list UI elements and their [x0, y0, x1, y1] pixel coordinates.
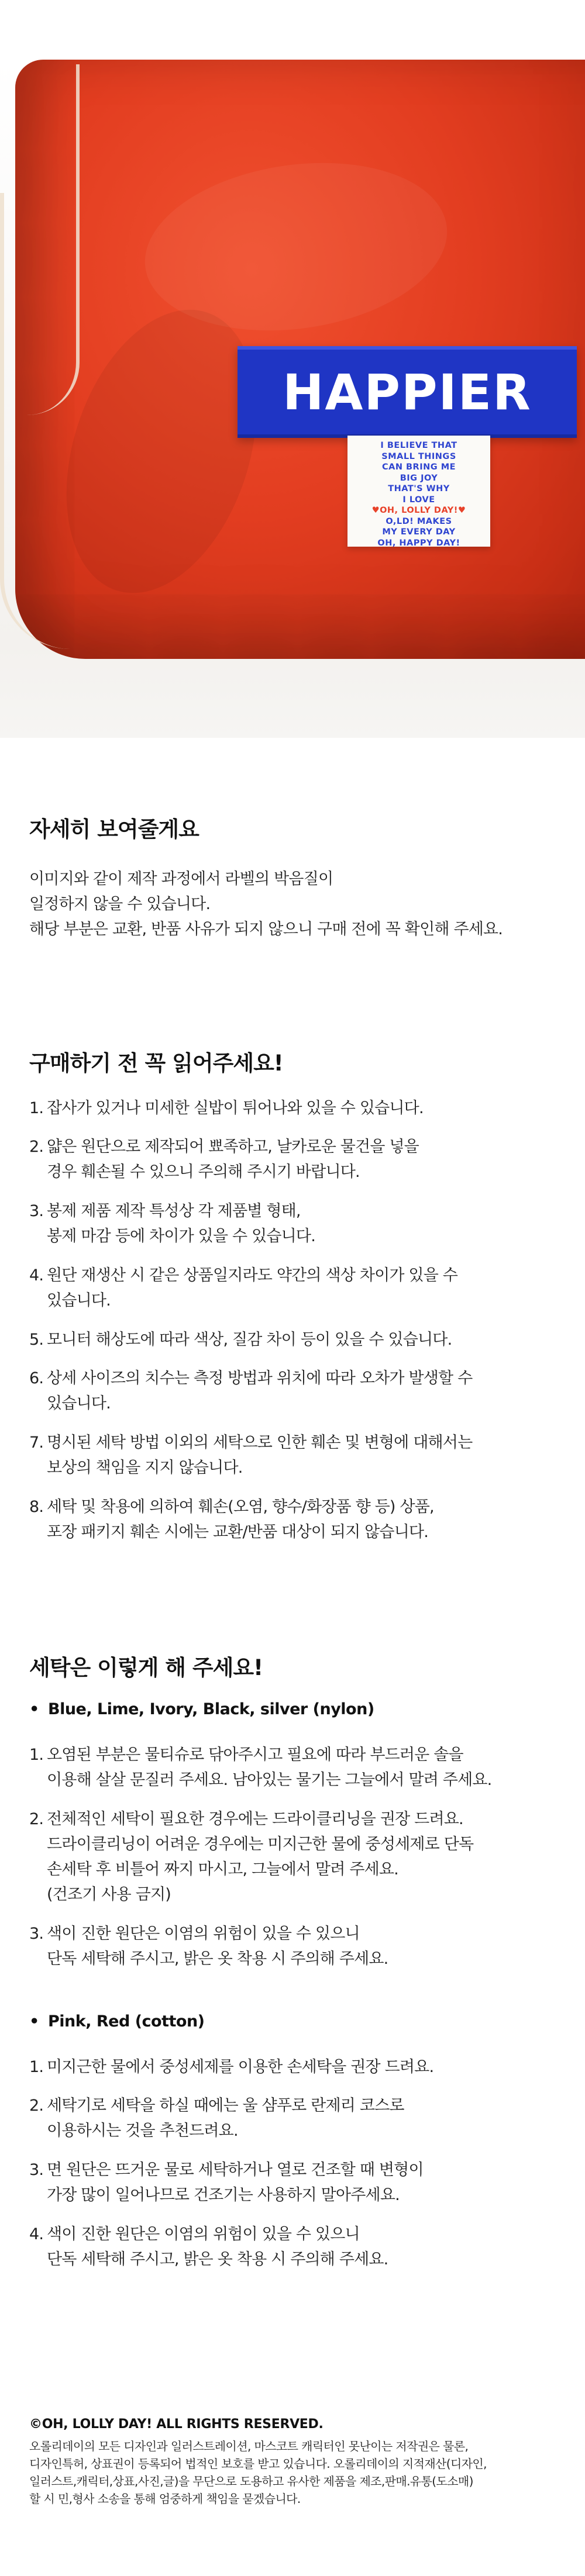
- washing-group-label: Pink, Red (cotton): [48, 2012, 205, 2031]
- item-text: 봉제 제품 제작 특성상 각 제품별 형태, 봉제 마감 등에 차이가 있을 수 있습니다.: [47, 1202, 315, 1245]
- tag-line: MY EVERY DAY: [382, 527, 456, 537]
- item-text: 세탁기로 세탁을 하실 때에는 울 샴푸로 란제리 코스로 이용하시는 것을 추천드려요.: [47, 2097, 404, 2140]
- item-text: 얇은 원단으로 제작되어 뾰족하고, 날카로운 물건을 넣을 경우 훼손될 수 있으니 주의해 주시기 바랍니다.: [47, 1138, 419, 1181]
- bullet: •: [29, 2012, 39, 2031]
- item-number: 7.: [29, 1434, 44, 1452]
- item-number: 3.: [29, 2161, 44, 2179]
- item-number: 2.: [29, 1810, 44, 1828]
- bullet: •: [29, 1700, 39, 1718]
- item-text: 면 원단은 뜨거운 물로 세탁하거나 열로 건조할 때 변형이 가장 많이 일어나므로 건조기는 사용하지 말아주세요.: [47, 2161, 424, 2204]
- detail-title: 자세히 보여줄게요: [29, 817, 199, 842]
- item-number: 4.: [29, 1266, 44, 1284]
- item-number: 2.: [29, 1138, 44, 1156]
- tag-line: O,LD! MAKES: [386, 516, 452, 526]
- item-number: 4.: [29, 2225, 44, 2243]
- tag-line: I LOVE: [402, 495, 435, 505]
- washing-group-cotton: [29, 2012, 205, 2031]
- item-number: 5.: [29, 1331, 44, 1349]
- item-text: 상세 사이즈의 치수는 측정 방법과 위치에 따라 오차가 발생할 수 있습니다.: [47, 1369, 473, 1413]
- item-number: 3.: [29, 1925, 44, 1943]
- item-text: 색이 진한 원단은 이염의 위험이 있을 수 있으니 단독 세탁해 주시고, 밝은 옷 착용 시 주의해 주세요.: [47, 1925, 388, 1968]
- washing-section: [29, 1650, 567, 2369]
- item-text: 잡사가 있거나 미세한 실밥이 튀어나와 있을 수 있습니다.: [47, 1099, 424, 1117]
- item-number: 1.: [29, 1746, 44, 1764]
- tag-line: I BELIEVE THAT: [380, 441, 457, 450]
- woven-tag: [347, 436, 490, 547]
- washing-title: 세탁은 이렇게 해 주세요!: [29, 1655, 263, 1680]
- before-purchase-title: 구매하기 전 꼭 읽어주세요!: [29, 1051, 283, 1076]
- product-photo: [0, 0, 585, 738]
- footer: [29, 2417, 567, 2508]
- happier-label: [238, 346, 577, 438]
- item-text: 명시된 세탁 방법 이외의 세탁으로 인한 훼손 및 변형에 대해서는 보상의 책임을 지지 않습니다.: [47, 1434, 473, 1477]
- tag-line: CAN BRING ME: [381, 462, 456, 472]
- item-number: 1.: [29, 2058, 44, 2076]
- item-text: 색이 진한 원단은 이염의 위험이 있을 수 있으니 단독 세탁해 주시고, 밝은 옷 착용 시 주의해 주세요.: [47, 2225, 388, 2268]
- washing-group-label: Blue, Lime, Ivory, Black, silver (nylon): [48, 1700, 374, 1718]
- drawstring-cord-back: [23, 64, 80, 415]
- tag-line: ♥OH, LOLLY DAY!♥: [371, 506, 466, 515]
- before-purchase-section: [29, 1045, 567, 1572]
- washing-group-nylon: [29, 1700, 374, 1718]
- item-text: 전체적인 세탁이 필요한 경우에는 드라이클리닝을 권장 드려요. 드라이클리닝이 어려운 경우에는 미지근한 물에 중성세제로 단독 손세탁 후 비틀어 짜지 마시고, 그늘에서 말려 주세요. (건조기 사용 금지): [47, 1810, 474, 1904]
- tag-line: BIG JOY: [400, 473, 438, 483]
- item-number: 2.: [29, 2097, 44, 2115]
- tag-line: THAT'S WHY: [388, 484, 450, 493]
- item-number: 8.: [29, 1498, 44, 1516]
- item-number: 6.: [29, 1369, 44, 1387]
- item-number: 3.: [29, 1202, 44, 1220]
- tag-line: SMALL THINGS: [381, 451, 456, 461]
- item-text: 세탁 및 착용에 의하여 훼손(오염, 향수/화장품 향 등) 상품, 포장 패키지 훼손 시에는 교환/반품 대상이 되지 않습니다.: [47, 1498, 434, 1541]
- tag-line: OH, HAPPY DAY!: [377, 538, 460, 548]
- item-text: 모니터 해상도에 따라 색상, 질감 차이 등이 있을 수 있습니다.: [47, 1331, 452, 1349]
- item-text: 원단 재생산 시 같은 상품일지라도 약간의 색상 차이가 있을 수 있습니다.: [47, 1266, 458, 1310]
- item-text: 미지근한 물에서 중성세제를 이용한 손세탁을 권장 드려요.: [47, 2058, 434, 2076]
- detail-body: 이미지와 같이 제작 과정에서 라벨의 박음질이 일정하지 않을 수 있습니다. 해당 부분은 교환, 반품 사유가 되지 않으니 구매 전에 꼭 확인해 주세요.: [29, 870, 503, 938]
- legal-notice: 오롤리데이의 모든 디자인과 일러스트레이션, 마스코트 캐릭터인 못난이는 저작권은 물론, 디자인특허, 상표권이 등록되어 법적인 보호를 받고 있습니다. 오롤리데이의 지적재산(디자인, 일러스트,캐릭터,상표,사진,글)을 무단으로 도용하고 유사한 제품을 제조,판매.유통(도소매) 할 시 민,형사 소송을 통해 엄중하게 책임을 묻겠습니다.: [29, 2439, 487, 2506]
- item-number: 1.: [29, 1099, 44, 1117]
- happier-label-text: HAPPIER: [283, 363, 532, 421]
- detail-section: [29, 812, 567, 942]
- item-text: 오염된 부분은 물티슈로 닦아주시고 필요에 따라 부드러운 솔을 이용해 살살 문질러 주세요. 남아있는 물기는 그늘에서 말려 주세요.: [47, 1746, 492, 1789]
- copyright: ©OH, LOLLY DAY! ALL RIGHTS RESERVED.: [29, 2417, 324, 2432]
